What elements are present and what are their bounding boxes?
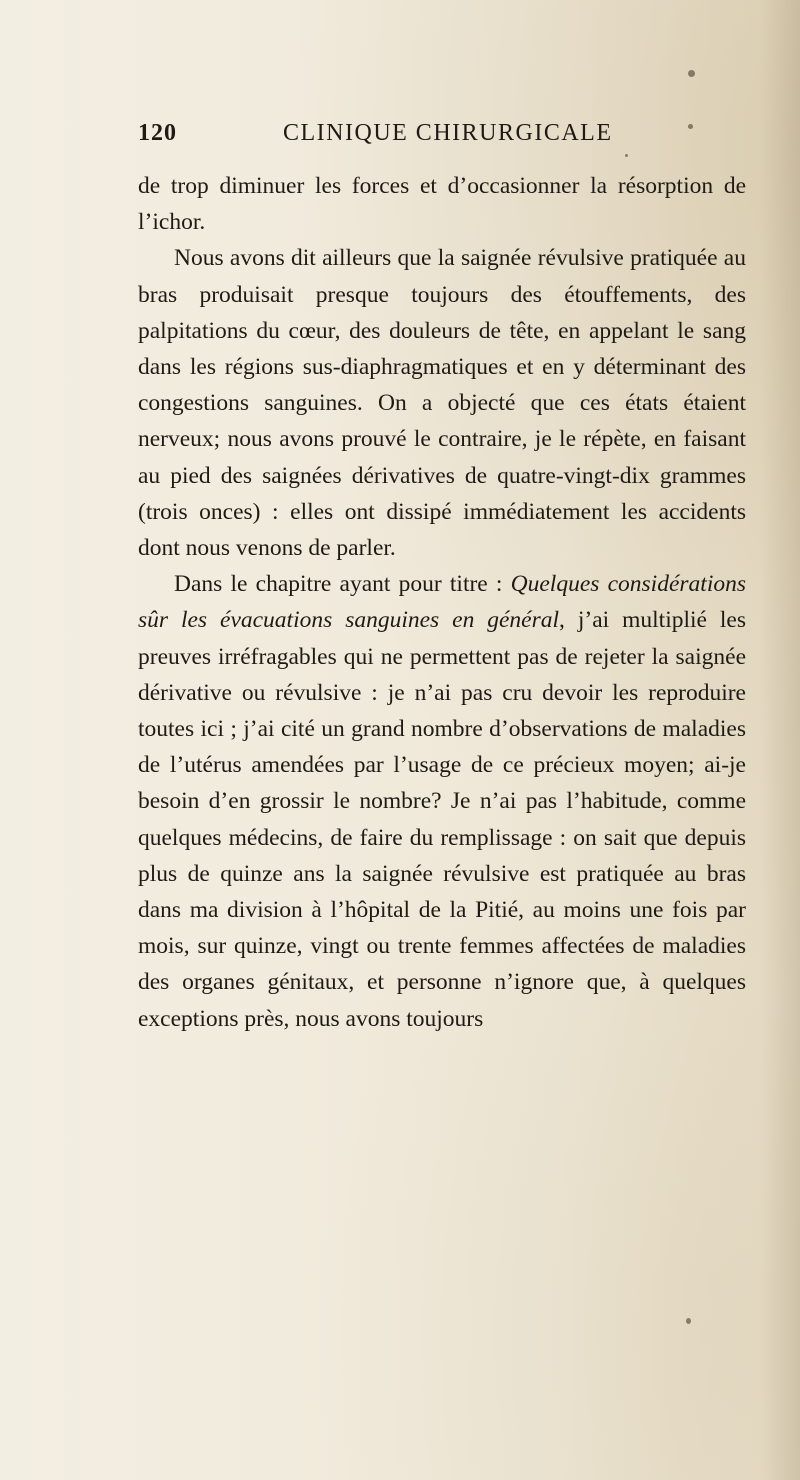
body-text	[138, 168, 746, 1037]
ink-speck	[688, 124, 693, 129]
running-head: CLINIQUE CHIRURGICALE	[283, 120, 613, 146]
ink-speck	[688, 70, 695, 77]
paragraph-3	[138, 566, 746, 1037]
page-edge-shadow	[760, 0, 800, 1480]
ink-speck	[686, 1318, 691, 1324]
chapter-title-citation: Quelques considérations sûr les évacuations sanguines en général	[138, 571, 746, 634]
paragraph-1: de trop diminuer les forces et d’occasionner la résorption de l’ichor.	[138, 173, 746, 236]
ink-speck	[625, 154, 628, 157]
page-header	[138, 120, 658, 160]
paragraph-3-rest: , j’ai multiplié les preuves irréfragables qui ne permettent pas de rejeter la saignée dérivative ou révulsive : je n’ai pas cru devoir les reproduire toutes ici ; j’ai cité un grand nombre d’observations de maladies de l’utérus amendées par l’usage de ce précieux moyen; ai-je besoin d’en grossir le nombre? Je n’ai pas l’habitude, comme quelques médecins, de faire du remplissage : on sait que depuis plus de quinze ans la saignée révulsive est pratiquée au bras dans ma division à l’hôpital de la Pitié, au moins une fois par mois, sur quinze, vingt ou trente femmes affectées de maladies des organes génitaux, et personne n’ignore que, à quelques exceptions près, nous avons toujours	[138, 607, 747, 1032]
page-number: 120	[138, 120, 177, 146]
paragraph-2: Nous avons dit ailleurs que la saignée révulsive pratiquée au bras produisait presque toujours des étouffements, des palpitations du cœur, des douleurs de tête, en appelant le sang dans les régions sus-diaphragmatiques et en y déterminant des congestions sanguines. On a objecté que ces états étaient nerveux; nous avons prouvé le contraire, je le répète, en faisant au pied des saignées dérivatives de quatre-vingt-dix grammes (trois onces) : elles ont dissipé immédiatement les accidents dont nous venons de parler.	[138, 245, 746, 562]
paragraph-3-lead: Dans le chapitre ayant pour titre :	[174, 571, 511, 598]
